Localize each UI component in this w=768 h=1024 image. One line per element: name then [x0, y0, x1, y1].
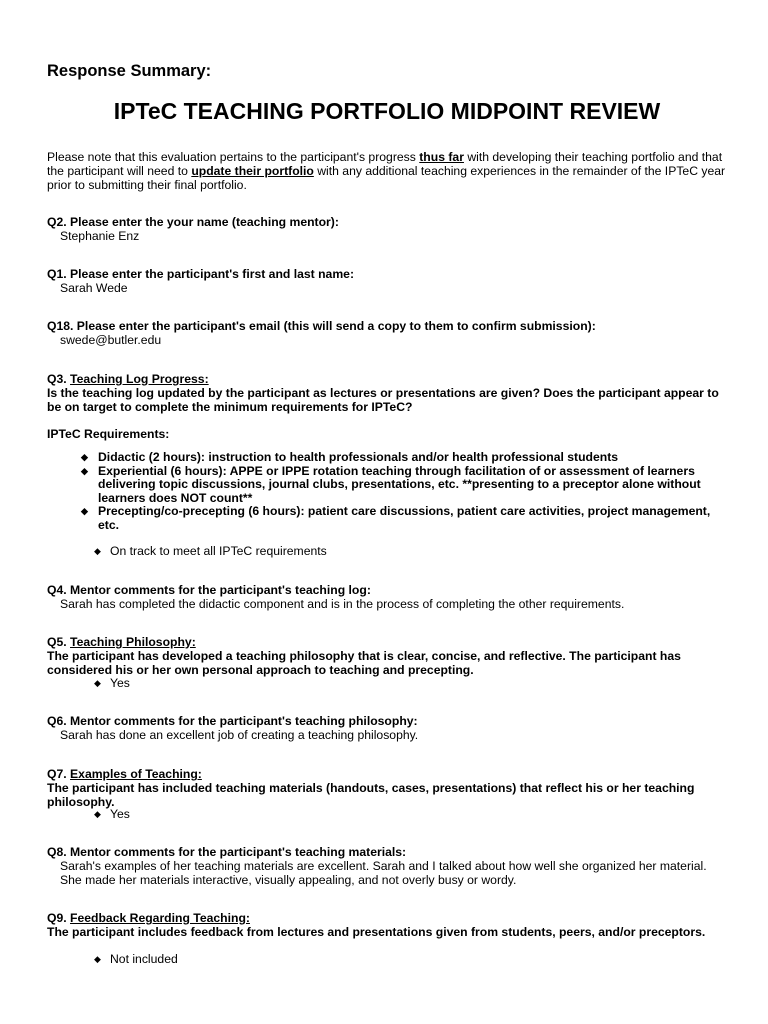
bullet-icon: ◆	[81, 452, 88, 462]
question-q5-label: Q5.	[47, 635, 71, 649]
question-q3-label: Q3.	[47, 372, 71, 386]
question-q3: Is the teaching log updated by the participant as lectures or presentations are given? Does the participant appear to be on target to complete the minimum requirements for IPTeC?	[47, 386, 719, 414]
question-q7: The participant has included teaching materials (handouts, cases, presentations) that reflect his or her teaching philosophy.	[47, 781, 695, 809]
question-block-q6	[47, 714, 727, 742]
bullet-icon: ◆	[81, 465, 88, 476]
question-q3-heading: Teaching Log Progress:	[70, 372, 209, 386]
question-block-q4	[47, 583, 727, 611]
answer-q6: Sarah has done an excellent job of creating a teaching philosophy.	[60, 728, 419, 742]
answer-q7: ◆ Yes	[94, 807, 130, 821]
question-q7-line	[47, 767, 727, 781]
answer-q2: Stephanie Enz	[60, 229, 140, 243]
requirement-didactic: ◆ Didactic (2 hours): instruction to health professionals and/or health professional students	[81, 450, 619, 464]
intro-text-3: with any additional teaching experiences in the remainder of the IPTeC year prior to submitting their final portfolio.	[47, 164, 726, 192]
bullet-icon: ◆	[94, 678, 101, 688]
requirement-precepting: ◆ Precepting/co-precepting (6 hours): patient care discussions, patient care activities, project management, etc.	[81, 504, 711, 532]
question-q5: The participant has developed a teaching philosophy that is clear, concise, and reflective. The participant has considered his or her own personal approach to teaching and precepting.	[47, 649, 681, 677]
question-q9-line	[47, 911, 727, 925]
bullet-icon: ◆	[94, 954, 101, 964]
page-title: IPTeC TEACHING PORTFOLIO MIDPOINT REVIEW	[113, 98, 661, 124]
question-block-q3	[47, 372, 727, 414]
question-q5-heading: Teaching Philosophy:	[70, 635, 196, 649]
requirement-experiential: ◆ Experiential (6 hours): APPE or IPPE rotation teaching through facilitation of or assessment of learners delivering topic discussions, journal clubs, presentations, etc. **presenting to a preceptor alone without learners does NOT count**	[81, 463, 701, 505]
question-q9-heading: Feedback Regarding Teaching:	[70, 911, 250, 925]
requirements-title: IPTeC Requirements:	[47, 427, 170, 441]
question-q1: Q1. Please enter the participant's first and last name:	[47, 267, 355, 281]
intro-text-1: Please note that this evaluation pertains to the participant's progress	[47, 150, 420, 164]
question-q4: Q4. Mentor comments for the participant's teaching log:	[47, 583, 371, 597]
question-q18: Q18. Please enter the participant's email (this will send a copy to them to confirm submission):	[47, 319, 596, 333]
question-q7-heading: Examples of Teaching:	[70, 767, 202, 781]
bullet-icon: ◆	[81, 506, 88, 517]
answer-q3: ◆ On track to meet all IPTeC requirements	[94, 544, 327, 558]
intro-paragraph	[47, 150, 727, 192]
question-q9: The participant includes feedback from lectures and presentations given from students, peers, and/or preceptors.	[47, 925, 706, 939]
bullet-icon: ◆	[94, 546, 101, 556]
question-block-q8	[47, 845, 727, 887]
question-q5-line	[47, 635, 727, 649]
question-block-q1	[47, 267, 727, 295]
question-q7-label: Q7.	[47, 767, 71, 781]
question-block-q2	[47, 215, 727, 243]
requirements-list	[47, 451, 727, 533]
question-block-q9	[47, 911, 727, 939]
answer-q18: swede@butler.edu	[60, 333, 162, 347]
intro-emphasis-thus-far: thus far	[419, 150, 464, 164]
question-q3-line	[47, 372, 727, 386]
answer-q4: Sarah has completed the didactic component and is in the process of completing the other requirements.	[60, 597, 625, 611]
answer-q1: Sarah Wede	[60, 281, 128, 295]
intro-text-2: with developing their teaching portfolio and that the participant will need to	[47, 150, 723, 178]
question-block-q18	[47, 319, 727, 347]
question-q9-label: Q9.	[47, 911, 71, 925]
question-q8: Q8. Mentor comments for the participant's teaching materials:	[47, 845, 407, 859]
answer-q8: Sarah's examples of her teaching materials are excellent. Sarah and I talked about how well she organized her material. She made her materials interactive, visually appealing, and not overly busy or wordy.	[60, 859, 707, 887]
answer-q9: ◆ Not included	[94, 952, 178, 966]
intro-emphasis-update-portfolio: update their portfolio	[191, 164, 314, 178]
question-q6: Q6. Mentor comments for the participant's teaching philosophy:	[47, 714, 418, 728]
question-block-q5	[47, 635, 727, 677]
answer-q5: ◆ Yes	[94, 676, 130, 690]
question-q2: Q2. Please enter the your name (teaching mentor):	[47, 215, 339, 229]
bullet-icon: ◆	[94, 809, 101, 819]
response-summary-heading: Response Summary:	[47, 62, 212, 80]
question-block-q7	[47, 767, 727, 809]
